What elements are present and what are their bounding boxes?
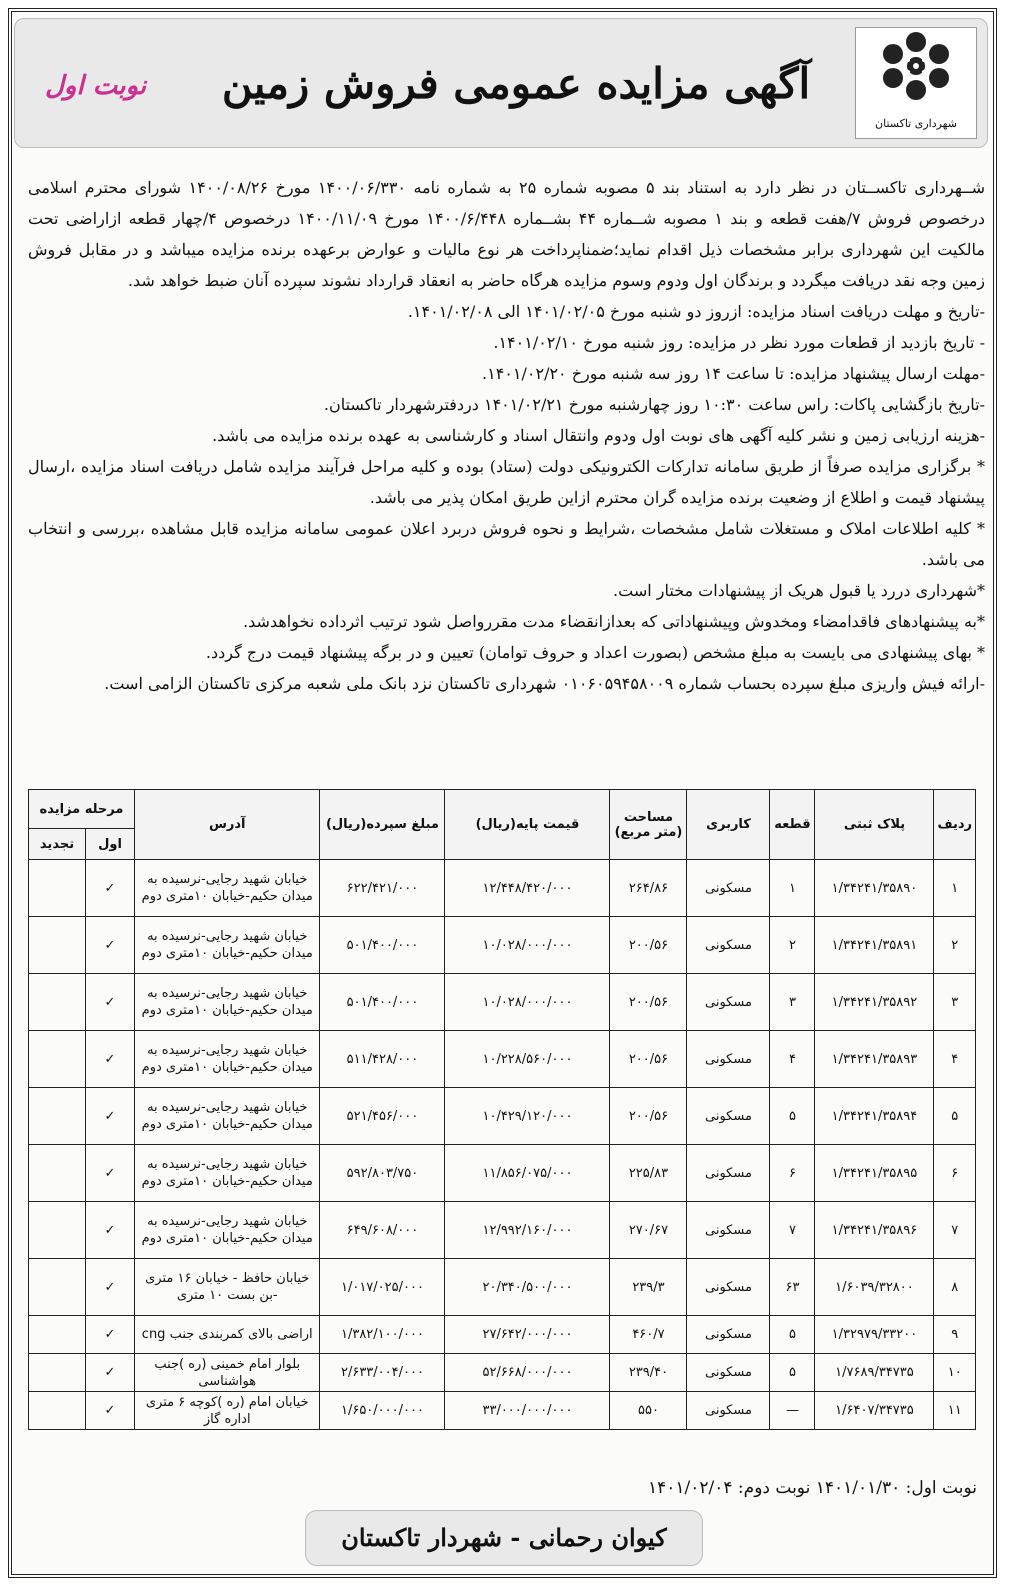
cell-row-no: ۵: [934, 1088, 976, 1145]
notice-body: [28, 172, 985, 699]
cell-plate: ۱/۶۰۳۹/۳۲۸۰۰: [815, 1259, 934, 1316]
cell-plate: ۱/۳۴۲۴۱/۳۵۸۹۰: [815, 860, 934, 917]
body-line: * برگزاری مزایده صرفاً از طریق سامانه تدارکات الکترونیکی دولت (ستاد) بوده و کلیه مراحل فرآیند مزایده شامل دریافت اسناد مزایده ،ارسال پیشنهاد قیمت و اطلاع از وضعیت برنده مزایده گران محترم ازاین طریق امکان پذیر می باشد.: [28, 457, 985, 507]
check-icon: ✓: [86, 1354, 135, 1392]
cell-lot: ۵: [770, 1316, 815, 1354]
cell-usage: مسکونی: [687, 1392, 770, 1430]
col-header-address: آدرس: [135, 790, 320, 860]
check-icon: ✓: [86, 1392, 135, 1430]
cell-area: ۲۰۰/۵۶: [610, 1088, 687, 1145]
cell-lot: ۶۳: [770, 1259, 815, 1316]
table-row: [29, 860, 976, 917]
cell-usage: مسکونی: [687, 1088, 770, 1145]
cell-plate: ۱/۳۴۲۴۱/۳۵۸۹۳: [815, 1031, 934, 1088]
cell-address: خیابان شهید رجایی-نرسیده به میدان حکیم-خیابان ۱۰متری دوم: [135, 917, 320, 974]
body-line: -تاریخ بازگشایی پاکات: راس ساعت ۱۰:۳۰ روز چهارشنبه مورخ ۱۴۰۱/۰۲/۲۱ دردفترشهردار تاکستان.: [323, 395, 985, 414]
check-icon: ✓: [86, 1145, 135, 1202]
cell-renew: [29, 1031, 86, 1088]
cell-usage: مسکونی: [687, 1259, 770, 1316]
cell-plate: ۱/۳۴۲۴۱/۳۵۸۹۲: [815, 974, 934, 1031]
cell-renew: [29, 1354, 86, 1392]
table-row: [29, 974, 976, 1031]
cell-lot: ۲: [770, 917, 815, 974]
intro-paragraph: شــهرداری تاکســتان در نظر دارد به استناد بند ۵ مصوبه شماره ۲۵ به شماره نامه ۱۴۰۰/۰۶/۳۳۰ مورخ ۱۴۰۰/۰۸/۲۶ شورای محترم اسلامی درخصوص فروش ۷/هفت قطعه و بند ۱ مصوبه شــماره ۴۴ بشــماره ۱۴۰۰/۶/۴۴۸ مورخ ۱۴۰۰/۱۱/۰۹ درخصوص ۴/چهار قطعه ازاراضی تحت مالکیت این شهرداری برابر مشخصات ذیل اقدام نماید؛ضمناپرداخت هر نوع مالیات و عوارض برعهده برنده مزایده میباشد و در مقابل فروش زمین وجه نقد دریافت میگردد و برندگان اول ودوم وسوم مزایده هرگاه حاضر به انعقاد قرارداد نشوند سپرده آنان ضبط خواهد شد.: [28, 178, 986, 290]
cell-area: ۲۰۰/۵۶: [610, 974, 687, 1031]
cell-area: ۲۶۴/۸۶: [610, 860, 687, 917]
cell-address: خیابان حافظ - خیابان ۱۶ متری -بن بست ۱۰ متری: [135, 1259, 320, 1316]
cell-row-no: ۱: [934, 860, 976, 917]
cell-deposit: ۱/۳۸۲/۱۰۰/۰۰۰: [320, 1316, 445, 1354]
cell-deposit: ۶۲۲/۴۲۱/۰۰۰: [320, 860, 445, 917]
auction-table-wrap: [28, 789, 976, 1430]
header-banner: [14, 18, 988, 148]
cell-usage: مسکونی: [687, 917, 770, 974]
col-header-stage: مرحله مزایده: [29, 790, 135, 829]
cell-usage: مسکونی: [687, 1316, 770, 1354]
col-header-renew: تجدید: [29, 829, 86, 860]
cell-deposit: ۱/۰۱۷/۰۲۵/۰۰۰: [320, 1259, 445, 1316]
cell-lot: ۴: [770, 1031, 815, 1088]
cell-base-price: ۲۷/۶۴۲/۰۰۰/۰۰۰: [445, 1316, 610, 1354]
cell-base-price: ۱۰/۴۲۹/۱۲۰/۰۰۰: [445, 1088, 610, 1145]
check-icon: ✓: [86, 1202, 135, 1259]
check-icon: ✓: [86, 917, 135, 974]
cell-address: بلوار امام خمینی (ره )جنب هواشناسی: [135, 1354, 320, 1392]
cell-address: خیابان شهید رجایی-نرسیده به میدان حکیم-خیابان ۱۰متری دوم: [135, 1088, 320, 1145]
body-line: -ارائه فیش واریزی مبلغ سپرده بحساب شماره ۰۱۰۶۰۵۹۴۵۸۰۰۹ شهرداری تاکستان نزد بانک ملی شعبه مرکزی تاکستان الزامی است.: [104, 674, 985, 693]
cell-area: ۲۲۵/۸۳: [610, 1145, 687, 1202]
cell-plate: ۱/۳۲۹۷۹/۳۳۲۰۰: [815, 1316, 934, 1354]
table-row: [29, 1031, 976, 1088]
table-row: [29, 1354, 976, 1392]
cell-address: خیابان شهید رجایی-نرسیده به میدان حکیم-خیابان ۱۰متری دوم: [135, 1145, 320, 1202]
cell-lot: ۵: [770, 1354, 815, 1392]
col-header-area: مساحت (متر مربع): [610, 790, 687, 860]
cell-base-price: ۲۰/۳۴۰/۵۰۰/۰۰۰: [445, 1259, 610, 1316]
cell-usage: مسکونی: [687, 1145, 770, 1202]
body-line: -تاریخ و مهلت دریافت اسناد مزایده: ازروز دو شنبه مورخ ۱۴۰۱/۰۲/۰۵ الی ۱۴۰۱/۰۲/۰۸.: [407, 302, 985, 321]
cell-area: ۵۵۰: [610, 1392, 687, 1430]
cell-base-price: ۱۰/۰۲۸/۰۰۰/۰۰۰: [445, 974, 610, 1031]
round-badge: نوبت اول: [45, 71, 147, 101]
cell-row-no: ۷: [934, 1202, 976, 1259]
cell-area: ۲۰۰/۵۶: [610, 1031, 687, 1088]
cell-area: ۲۳۹/۳: [610, 1259, 687, 1316]
cell-usage: مسکونی: [687, 860, 770, 917]
body-line: * بهای پیشنهادی می بایست به مبلغ مشخص (بصورت اعداد و حروف توامان) تعیین و در برگه پیشنهاد قیمت درج گردد.: [205, 643, 985, 662]
publication-dates: نوبت اول: ۱۴۰۱/۰۱/۳۰ نوبت دوم: ۱۴۰۱/۰۲/۰۴: [648, 1478, 977, 1498]
logo-flower-icon: [856, 28, 976, 108]
cell-deposit: ۵۰۱/۴۰۰/۰۰۰: [320, 974, 445, 1031]
col-header-base-price: قیمت پایه(ریال): [445, 790, 610, 860]
cell-plate: ۱/۳۴۲۴۱/۳۵۸۹۴: [815, 1088, 934, 1145]
cell-area: ۲۳۹/۴۰: [610, 1354, 687, 1392]
logo-label: شهرداری تاکستان: [875, 117, 957, 130]
cell-plate: ۱/۳۴۲۴۱/۳۵۸۹۶: [815, 1202, 934, 1259]
cell-row-no: ۳: [934, 974, 976, 1031]
check-icon: ✓: [86, 1316, 135, 1354]
notice-title: آگهی مزایده عمومی فروش زمین: [221, 59, 811, 108]
cell-deposit: ۵۹۲/۸۰۳/۷۵۰: [320, 1145, 445, 1202]
table-row: [29, 1202, 976, 1259]
cell-address: خیابان شهید رجایی-نرسیده به میدان حکیم-خیابان ۱۰متری دوم: [135, 974, 320, 1031]
municipality-logo: [855, 27, 977, 139]
signature-box: کیوان رحمانی - شهردار تاکستان: [305, 1510, 703, 1566]
cell-address: خیابان شهید رجایی-نرسیده به میدان حکیم-خیابان ۱۰متری دوم: [135, 1202, 320, 1259]
cell-usage: مسکونی: [687, 974, 770, 1031]
cell-deposit: ۵۲۱/۴۵۶/۰۰۰: [320, 1088, 445, 1145]
check-icon: ✓: [86, 1088, 135, 1145]
cell-row-no: ۸: [934, 1259, 976, 1316]
cell-deposit: ۶۴۹/۶۰۸/۰۰۰: [320, 1202, 445, 1259]
body-line: *به پیشنهادهای فاقدامضاء ومخدوش وپیشنهاداتی که بعدازانقضاء مدت مقررواصل شود ترتیب اثرداده نخواهدشد.: [243, 612, 985, 631]
cell-base-price: ۱۰/۰۲۸/۰۰۰/۰۰۰: [445, 917, 610, 974]
cell-usage: مسکونی: [687, 1202, 770, 1259]
cell-deposit: ۱/۶۵۰/۰۰۰/۰۰۰: [320, 1392, 445, 1430]
cell-deposit: ۵۱۱/۴۲۸/۰۰۰: [320, 1031, 445, 1088]
col-header-lot: قطعه: [770, 790, 815, 860]
cell-renew: [29, 1259, 86, 1316]
cell-area: ۲۰۰/۵۶: [610, 917, 687, 974]
cell-area: ۴۶۰/۷: [610, 1316, 687, 1354]
body-line: -هزینه ارزیابی زمین و نشر کلیه آگهی های نوبت اول ودوم وانتقال اسناد و کارشناسی به عهده برنده مزایده می باشد.: [212, 426, 985, 445]
cell-deposit: ۵۰۱/۴۰۰/۰۰۰: [320, 917, 445, 974]
cell-row-no: ۹: [934, 1316, 976, 1354]
cell-address: خیابان شهید رجایی-نرسیده به میدان حکیم-خیابان ۱۰متری دوم: [135, 860, 320, 917]
cell-base-price: ۱۰/۲۲۸/۵۶۰/۰۰۰: [445, 1031, 610, 1088]
table-row: [29, 917, 976, 974]
cell-renew: [29, 1088, 86, 1145]
cell-renew: [29, 917, 86, 974]
cell-deposit: ۲/۶۳۳/۰۰۴/۰۰۰: [320, 1354, 445, 1392]
cell-renew: [29, 860, 86, 917]
col-header-deposit: مبلغ سپرده(ریال): [320, 790, 445, 860]
cell-lot: ۵: [770, 1088, 815, 1145]
cell-address: خیابان امام (ره )کوچه ۶ متری اداره گاز: [135, 1392, 320, 1430]
cell-row-no: ۴: [934, 1031, 976, 1088]
table-row: [29, 1316, 976, 1354]
cell-renew: [29, 1202, 86, 1259]
cell-area: ۲۷۰/۶۷: [610, 1202, 687, 1259]
cell-usage: مسکونی: [687, 1031, 770, 1088]
body-line: * کلیه اطلاعات املاک و مستغلات شامل مشخصات ،شرایط و نحوه فروش دربرد اعلان عمومی سامانه مزایده قابل مشاهده ،بررسی و انتخاب می باشد.: [28, 519, 985, 569]
table-row: [29, 1145, 976, 1202]
check-icon: ✓: [86, 1259, 135, 1316]
cell-address: خیابان شهید رجایی-نرسیده به میدان حکیم-خیابان ۱۰متری دوم: [135, 1031, 320, 1088]
cell-lot: ۳: [770, 974, 815, 1031]
table-row: [29, 1259, 976, 1316]
cell-renew: [29, 1316, 86, 1354]
cell-plate: ۱/۳۴۲۴۱/۳۵۸۹۵: [815, 1145, 934, 1202]
cell-lot: —: [770, 1392, 815, 1430]
table-row: [29, 1088, 976, 1145]
cell-row-no: ۶: [934, 1145, 976, 1202]
body-line: *شهرداری دررد یا قبول هریک از پیشنهادات مختار است.: [613, 581, 985, 600]
cell-usage: مسکونی: [687, 1354, 770, 1392]
check-icon: ✓: [86, 1031, 135, 1088]
cell-plate: ۱/۳۴۲۴۱/۳۵۸۹۱: [815, 917, 934, 974]
cell-lot: ۷: [770, 1202, 815, 1259]
check-icon: ✓: [86, 974, 135, 1031]
col-header-first: اول: [86, 829, 135, 860]
cell-renew: [29, 1392, 86, 1430]
body-line: -مهلت ارسال پیشنهاد مزایده: تا ساعت ۱۴ روز سه شنبه مورخ ۱۴۰۱/۰۲/۲۰.: [482, 364, 985, 383]
cell-renew: [29, 974, 86, 1031]
auction-table: [28, 789, 976, 1430]
cell-base-price: ۳۳/۰۰۰/۰۰۰/۰۰۰: [445, 1392, 610, 1430]
col-header-usage: کاربری: [687, 790, 770, 860]
cell-base-price: ۵۲/۶۶۸/۰۰۰/۰۰۰: [445, 1354, 610, 1392]
cell-plate: ۱/۶۴۰۷/۳۴۷۳۵: [815, 1392, 934, 1430]
cell-address: اراضی بالای کمربندی جنب cng: [135, 1316, 320, 1354]
body-line: - تاریخ بازدید از قطعات مورد نظر در مزایده: روز شنبه مورخ ۱۴۰۱/۰۲/۱۰.: [493, 333, 985, 352]
cell-base-price: ۱۲/۴۴۸/۴۲۰/۰۰۰: [445, 860, 610, 917]
cell-base-price: ۱۲/۹۹۲/۱۶۰/۰۰۰: [445, 1202, 610, 1259]
cell-base-price: ۱۱/۸۵۶/۰۷۵/۰۰۰: [445, 1145, 610, 1202]
cell-lot: ۱: [770, 860, 815, 917]
col-header-plate: پلاک ثبتی: [815, 790, 934, 860]
cell-row-no: ۲: [934, 917, 976, 974]
cell-plate: ۱/۷۶۸۹/۳۴۷۳۵: [815, 1354, 934, 1392]
cell-row-no: ۱۱: [934, 1392, 976, 1430]
col-header-row: ردیف: [934, 790, 976, 860]
check-icon: ✓: [86, 860, 135, 917]
cell-lot: ۶: [770, 1145, 815, 1202]
cell-row-no: ۱۰: [934, 1354, 976, 1392]
cell-renew: [29, 1145, 86, 1202]
table-row: [29, 1392, 976, 1430]
